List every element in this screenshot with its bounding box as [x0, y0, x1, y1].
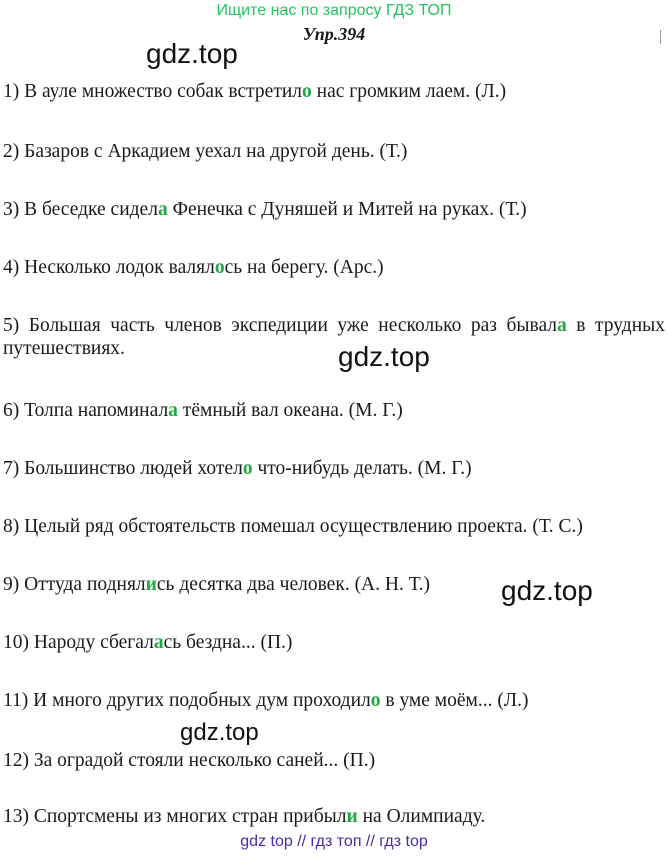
sentence-text: нас громким лаем. (Л.): [311, 81, 507, 102]
highlighted-ending: о: [242, 458, 253, 479]
watermark: gdz.top: [501, 575, 593, 606]
sentence-3: [3, 198, 527, 221]
sentence-text: 11) И много других подобных дум проходил: [3, 690, 371, 711]
header-search-link[interactable]: Ищите нас по запросу ГДЗ ТОП: [216, 2, 452, 19]
sentence-text: на Олимпиаду.: [357, 806, 486, 827]
sentence-7: [3, 457, 472, 480]
sentence-text: 6) Толпа напоминал: [3, 400, 169, 421]
sentence-12: [3, 749, 375, 772]
sentence-5: [3, 314, 665, 361]
sentence-text: 7) Большинство людей хотел: [3, 458, 243, 479]
watermark: gdz.top: [146, 38, 238, 69]
sentence-text: 10) Народу сбегал: [3, 632, 154, 653]
sentence-text: 12) За оградой стояли несколько саней... (П.): [3, 750, 376, 771]
watermark: gdz.top: [180, 719, 259, 746]
highlighted-ending: а: [157, 199, 168, 220]
sentence-text: в уме моём... (Л.): [380, 690, 529, 711]
highlighted-ending: о: [302, 81, 312, 102]
sentence-text: 4) Несколько лодок валял: [3, 257, 215, 278]
sentence-1: [3, 80, 506, 103]
watermark: gdz.top: [338, 341, 430, 372]
sentence-text: 2) Базаров с Аркадием уехал на другой день. (Т.): [3, 141, 408, 162]
sentence-6: [3, 399, 403, 422]
highlighted-ending: о: [214, 257, 225, 278]
page-edge-mark: [660, 30, 667, 44]
highlighted-ending: а: [153, 632, 164, 653]
sentence-text: 8) Целый ряд обстоятельств помешал осуществлению проекта. (Т. С.): [3, 516, 583, 537]
sentence-text: 9) Оттуда поднял: [3, 574, 146, 595]
sentence-text: в трудных путешествиях.: [3, 315, 665, 360]
sentence-10: [3, 631, 292, 654]
highlighted-ending: а: [168, 400, 178, 421]
sentence-text: сь десятка два человек. (А. Н. Т.): [156, 574, 431, 595]
exercise-title: Упр.394: [302, 24, 366, 44]
sentence-8: [3, 515, 583, 538]
sentence-text: Фенечка с Дуняшей и Митей на руках. (Т.): [167, 199, 527, 220]
footer-links[interactable]: gdz top // гдз топ // гдз top: [240, 833, 428, 850]
highlighted-ending: и: [145, 574, 157, 595]
highlighted-ending: и: [346, 806, 358, 827]
sentence-2: [3, 140, 407, 163]
highlighted-ending: а: [557, 315, 567, 336]
sentence-text: тёмный вал океана. (М. Г.): [177, 400, 403, 421]
sentence-text: 3) В беседке сидел: [3, 199, 158, 220]
sentence-text: сь бездна... (П.): [163, 632, 293, 653]
sentence-9: [3, 573, 430, 596]
sentence-13: [3, 805, 485, 828]
sentence-11: [3, 689, 528, 712]
sentence-text: что-нибудь делать. (М. Г.): [252, 458, 472, 479]
sentence-4: [3, 256, 384, 279]
highlighted-ending: о: [370, 690, 381, 711]
sentence-text: 13) Спортсмены из многих стран прибыл: [3, 806, 347, 827]
sentence-text: сь на берегу. (Арс.): [224, 257, 384, 278]
sentence-text: 1) В ауле множество собак встретил: [3, 81, 303, 102]
sentence-text: 5) Большая часть членов экспедиции уже несколько раз бывал: [3, 315, 558, 336]
